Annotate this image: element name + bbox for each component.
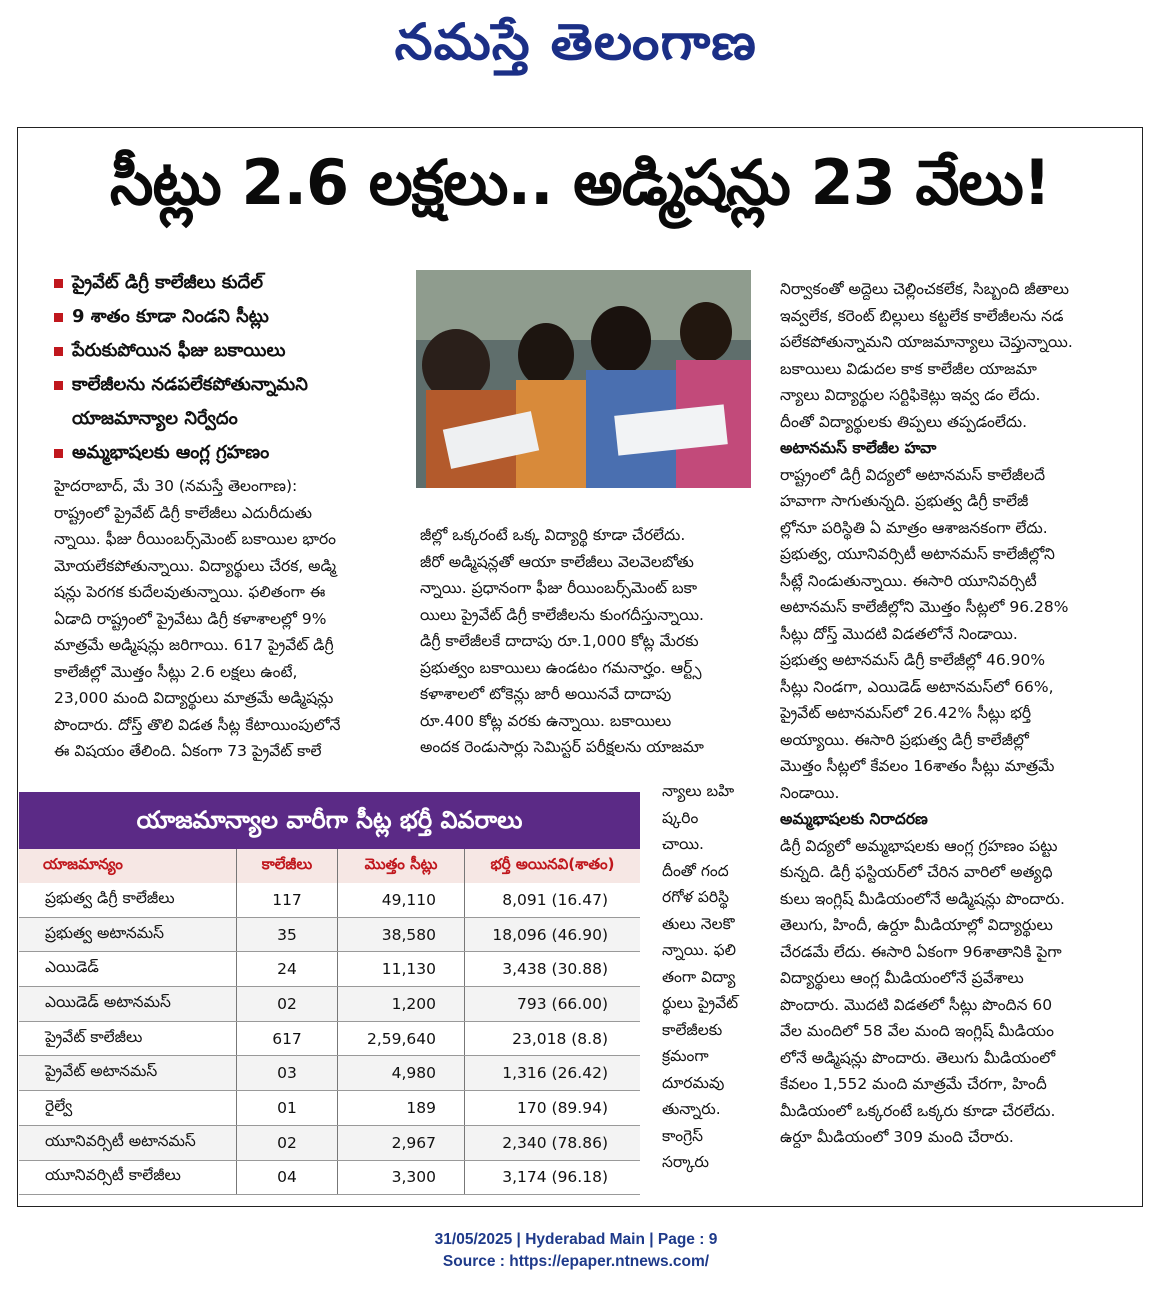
text-line: చాయి.	[662, 835, 704, 853]
table-row	[19, 1021, 640, 1056]
text-line: 23,000 మంది విద్యార్థులు మాత్రమే అడ్మిషన్లు	[54, 689, 334, 707]
text-line: న్యాలు విద్యార్థుల సర్టిఫికెట్లు ఇవ్వ డం లేదు.	[780, 386, 1041, 404]
text-line: ప్రభుత్వ, యూనివర్సిటీ అటానమస్ కాలేజీల్లోని	[780, 545, 1055, 563]
text-line: తెలుగు, హిందీ, ఉర్దూ మీడియాల్లో విద్యార్థులు	[780, 916, 1053, 934]
cell-colleges: 03	[237, 1056, 338, 1091]
cell-management: ప్రభుత్వ డిగ్రీ కాలేజీలు	[19, 883, 237, 917]
cell-management: రైల్వే	[19, 1091, 237, 1126]
masthead	[0, 6, 1152, 78]
table-row	[19, 952, 640, 987]
text-line: తున్నారు.	[662, 1100, 721, 1118]
text-line: పొందారు. మొదటి విడతలో సీట్లు పొందిన 60	[780, 995, 1053, 1014]
text-line: నిర్వాకంతో అద్దెలు చెల్లించకలేక, సిబ్బంది జీతాలు	[780, 280, 1069, 298]
cell-total-seats: 11,130	[338, 952, 465, 987]
highlights-list	[50, 266, 390, 470]
text-line: చేరడమే లేదు. ఈసారి ఏకంగా 96శాతానికి పైగా	[780, 942, 1062, 961]
cell-filled: 793 (66.00)	[465, 987, 641, 1022]
text-line: కాలేజీల్లో మొత్తం సీట్లు 2.6 లక్షలు ఉంటే,	[54, 662, 298, 681]
cell-total-seats: 2,967	[338, 1125, 465, 1160]
text-line: ల్లోనూ పరిస్థితి ఏ మాత్రం ఆశాజనకంగా లేదు.	[780, 518, 1048, 537]
cell-filled: 1,316 (26.42)	[465, 1056, 641, 1091]
text-line: మోయలేకపోతున్నాయి. విద్యార్థులు చేరక, అడ్మి	[54, 556, 337, 575]
text-line: న్నాయి. ప్రధానంగా ఫీజు రీయింబర్స్‌మెంట్ బకా	[420, 579, 698, 597]
cell-colleges: 02	[237, 1125, 338, 1160]
highlight-item: పేరుకుపోయిన ఫీజు బకాయిలు	[50, 334, 390, 368]
bullet-icon	[54, 347, 63, 356]
highlight-item-continued: యాజమాన్యాల నిర్వేదం	[72, 408, 238, 429]
cell-filled: 23,018 (8.8)	[465, 1021, 641, 1056]
cell-filled: 18,096 (46.90)	[465, 917, 641, 952]
cell-total-seats: 49,110	[338, 883, 465, 917]
text-line: ర్థులు ప్రైవేట్	[662, 994, 739, 1012]
header-filled: భర్తీ అయినవి(శాతం)	[465, 849, 641, 883]
text-line: ప్రభుత్వం బకాయిలు ఉండటం గమనార్హం. ఆర్ట్స్	[420, 658, 702, 677]
table-row	[19, 917, 640, 952]
text-line: సీట్లే నిండుతున్నాయి. ఈసారి యూనివర్సిటీ	[780, 571, 1037, 590]
cell-colleges: 617	[237, 1021, 338, 1056]
body-column-3	[780, 276, 1114, 1151]
text-line: డిగ్రీ విద్యలో అమ్మభాషలకు ఆంగ్ల గ్రహణం పట్టు	[780, 836, 1058, 855]
text-line: రాష్ట్రంలో ప్రైవేట్ డిగ్రీ కాలేజీలు ఎదురీదుతు	[54, 503, 313, 522]
article-headline: సీట్లు 2.6 లక్షలు.. అడ్మిషన్లు 23 వేలు!	[109, 146, 1051, 219]
table-title: యాజమాన్యాల వారీగా సీట్ల భర్తీ వివరాలు	[19, 792, 640, 849]
text-line: నిండాయి.	[780, 783, 840, 802]
text-line: అయ్యాయి. ఈసారి ప్రభుత్వ డిగ్రీ కాలేజీల్లో	[780, 730, 1029, 749]
bullet-icon	[54, 313, 63, 322]
text-line: ప్రభుత్వ అటానమస్ డిగ్రీ కాలేజీల్లో 46.90%	[780, 651, 1046, 669]
text-line: అటానమస్ కాలేజీల్లోని మొత్తం సీట్లలో 96.28%	[780, 598, 1069, 616]
text-line: మాత్రమే అడ్మిషన్లు జరిగాయి. 617 ప్రైవేట్ డిగ్రీ	[54, 636, 334, 654]
newspaper-logo: నమస్తే తెలంగాణ	[394, 13, 758, 71]
text-line: కులు ఇంగ్లిష్ మీడియంలోనే అడ్మిషన్లు పొందారు.	[780, 889, 1065, 908]
text-line: వేల మందిలో 58 వేల మంది ఇంగ్లిష్ మీడియం	[780, 1022, 1054, 1040]
cell-colleges: 01	[237, 1091, 338, 1126]
text-line: కున్నది. డిగ్రీ ఫస్టియర్‌లో చేరిన వారిలో అత్యధి	[780, 863, 1053, 881]
text-line: షన్లు పెరగక కుదేలవుతున్నాయి. ఫలితంగా ఈ	[54, 583, 326, 601]
text-line: దీంతో విద్యార్థులకు తిప్పలు తప్పడంలేదు.	[780, 412, 1028, 431]
highlight-item: 9 శాతం కూడా నిండని సీట్లు	[50, 300, 390, 334]
seat-fill-table	[19, 849, 640, 1195]
footer-source: Source : https://epaper.ntnews.com/	[442, 1253, 710, 1270]
students-illustration	[416, 270, 751, 488]
text-line: హవాగా సాగుతున్నది. ప్రభుత్వ డిగ్రీ కాలేజీ	[780, 492, 1029, 510]
footer-date-edition: 31/05/2025 | Hyderabad Main | Page : 9	[434, 1231, 718, 1248]
cell-total-seats: 1,200	[338, 987, 465, 1022]
text-line: కేవలం 1,552 మంది మాత్రమే చేరగా, హిందీ	[780, 1075, 1047, 1093]
highlight-item: ప్రైవేట్ డిగ్రీ కాలేజీలు కుదేల్	[50, 266, 390, 300]
text-line: కళాశాలలో టోకెన్లు జారీ అయినవే దాదాపు	[420, 685, 672, 703]
table-row	[19, 1056, 640, 1091]
bullet-icon	[54, 279, 63, 288]
body-column-1	[54, 473, 391, 765]
text-line: హైదరాబాద్, మే 30 (నమస్తే తెలంగాణ):	[54, 477, 298, 495]
cell-filled: 170 (89.94)	[465, 1091, 641, 1126]
table-row	[19, 1160, 640, 1195]
cell-management: ఎయిడెడ్ అటానమస్	[19, 987, 237, 1022]
text-line: కాలేజీలకు	[662, 1020, 723, 1039]
text-line: కాంగ్రెస్	[662, 1126, 704, 1145]
text-line: తంగా విద్యా	[662, 967, 736, 986]
text-line: ఈ విషయం తేలింది. ఏకంగా 73 ప్రైవేట్ కాలే	[54, 742, 322, 760]
cell-filled: 3,438 (30.88)	[465, 952, 641, 987]
subheading: అమ్మభాషలకు నిరాదరణ	[780, 810, 928, 828]
text-line: తులు నెలకొ	[662, 914, 735, 933]
cell-filled: 3,174 (96.18)	[465, 1160, 641, 1195]
text-line: సర్కారు	[662, 1153, 709, 1171]
bullet-icon	[54, 381, 63, 390]
cell-total-seats: 38,580	[338, 917, 465, 952]
cell-colleges: 02	[237, 987, 338, 1022]
text-line: డిగ్రీ కాలేజీలకే దాదాపు రూ.1,000 కోట్ల మేరకు	[420, 632, 699, 650]
bullet-icon	[54, 449, 63, 458]
text-line: పలేకపోతున్నామని యాజమాన్యాలు చెప్తున్నాయి.	[780, 333, 1073, 351]
text-line: జీరో అడ్మిషన్లతో ఆయా కాలేజీలు వెలవెలబోతు	[420, 552, 694, 571]
body-column-2-narrow	[662, 778, 760, 1176]
text-line: ప్రైవేట్ అటానమస్‌లో 26.42% సీట్లు భర్తీ	[780, 704, 1032, 722]
table-row	[19, 1091, 640, 1126]
text-line: న్నాయి. ఫీజు రీయింబర్స్‌మెంట్ బకాయిల భారం	[54, 530, 337, 548]
text-line: ఇవ్వలేక, కరెంట్ బిల్లులు కట్టలేక కాలేజీలను నడ	[780, 306, 1064, 325]
cell-colleges: 117	[237, 883, 338, 917]
body-column-2	[420, 522, 751, 761]
text-line: మీడియంలో ఒక్కరంటే ఒక్కరు కూడా చేరలేదు.	[780, 1101, 1056, 1120]
students-photo	[416, 270, 751, 488]
text-line: సీట్లు నిండగా, ఎయిడెడ్ అటానమస్‌లో 66%,	[780, 677, 1054, 696]
cell-colleges: 04	[237, 1160, 338, 1195]
text-line: అందక రెండుసార్లు సెమిస్టర్ పరీక్షలను యాజమా	[420, 738, 704, 756]
text-line: సీట్లు దోస్త్ మొదటి విడతలోనే నిండాయి.	[780, 624, 1018, 643]
text-line: పొందారు. దోస్త్ తొలి విడత సీట్ల కేటాయింపులోనే	[54, 715, 341, 734]
cell-total-seats: 2,59,640	[338, 1021, 465, 1056]
page-footer	[0, 1229, 1152, 1273]
text-line: యిలు ప్రైవేట్ డిగ్రీ కాలేజీలను కుంగదీస్తున్నాయి.	[420, 605, 704, 624]
text-line: జీల్లో ఒక్కరంటే ఒక్క విద్యార్థి కూడా చేరలేదు.	[420, 526, 686, 544]
text-line: రగోళ పరిస్థి	[662, 888, 729, 906]
cell-filled: 2,340 (78.86)	[465, 1125, 641, 1160]
text-line: రాష్ట్రంలో డిగ్రీ విద్యలో అటానమస్ కాలేజీలదే	[780, 465, 1046, 484]
highlight-item: కాలేజీలను నడపలేకపోతున్నామని	[50, 368, 390, 402]
table-row	[19, 883, 640, 917]
text-line: దూరమవు	[662, 1073, 725, 1092]
text-line: దీంతో గంద	[662, 861, 729, 880]
cell-management: యూనివర్సిటీ కాలేజీలు	[19, 1160, 237, 1195]
text-line: క్రమంగా	[662, 1047, 709, 1065]
text-line: విద్యార్థులు ఆంగ్ల మీడియంలోనే ప్రవేశాలు	[780, 969, 1024, 987]
text-line: లోనే అడ్మిషన్లు పొందారు. తెలుగు మీడియంలో	[780, 1048, 1056, 1067]
header-management: యాజమాన్యం	[19, 849, 237, 883]
cell-management: ప్రభుత్వ అటానమస్	[19, 917, 237, 952]
cell-filled: 8,091 (16.47)	[465, 883, 641, 917]
text-line: రూ.400 కోట్ల వరకు ఉన్నాయి. బకాయిలు	[420, 711, 672, 730]
cell-management: యూనివర్సిటీ అటానమస్	[19, 1125, 237, 1160]
cell-management: ప్రైవేట్ కాలేజీలు	[19, 1021, 237, 1056]
text-line: బకాయిలు విడుదల కాక కాలేజీల యాజమా	[780, 359, 1037, 378]
cell-colleges: 35	[237, 917, 338, 952]
text-line: న్నాయి. ఫలి	[662, 941, 736, 959]
seat-fill-table-box	[19, 792, 640, 1206]
text-line: ఉర్దూ మీడియంలో 309 మంది చేరారు.	[780, 1128, 1014, 1146]
highlight-item: అమ్మభాషలకు ఆంగ్ల గ్రహణం	[50, 436, 390, 470]
text-line: మొత్తం సీట్లలో కేవలం 16శాతం సీట్లు మాత్రమే	[780, 757, 1055, 775]
header-total-seats: మొత్తం సీట్లు	[338, 849, 465, 883]
table-row	[19, 1125, 640, 1160]
header-colleges: కాలేజీలు	[237, 849, 338, 883]
cell-management: ప్రైవేట్ అటానమస్	[19, 1056, 237, 1091]
cell-colleges: 24	[237, 952, 338, 987]
cell-total-seats: 4,980	[338, 1056, 465, 1091]
text-line: ష్కరిం	[662, 808, 699, 827]
cell-management: ఎయిడెడ్	[19, 952, 237, 987]
table-header-row	[19, 849, 640, 883]
cell-total-seats: 189	[338, 1091, 465, 1126]
cell-total-seats: 3,300	[338, 1160, 465, 1195]
text-line: ఏడాది రాష్ట్రంలో ప్రైవేటు డిగ్రీ కళాశాలల్లో 9%	[54, 609, 327, 628]
subheading: అటానమస్ కాలేజీల హవా	[780, 439, 937, 457]
text-line: న్యాలు బహి	[662, 782, 735, 800]
table-row	[19, 987, 640, 1022]
